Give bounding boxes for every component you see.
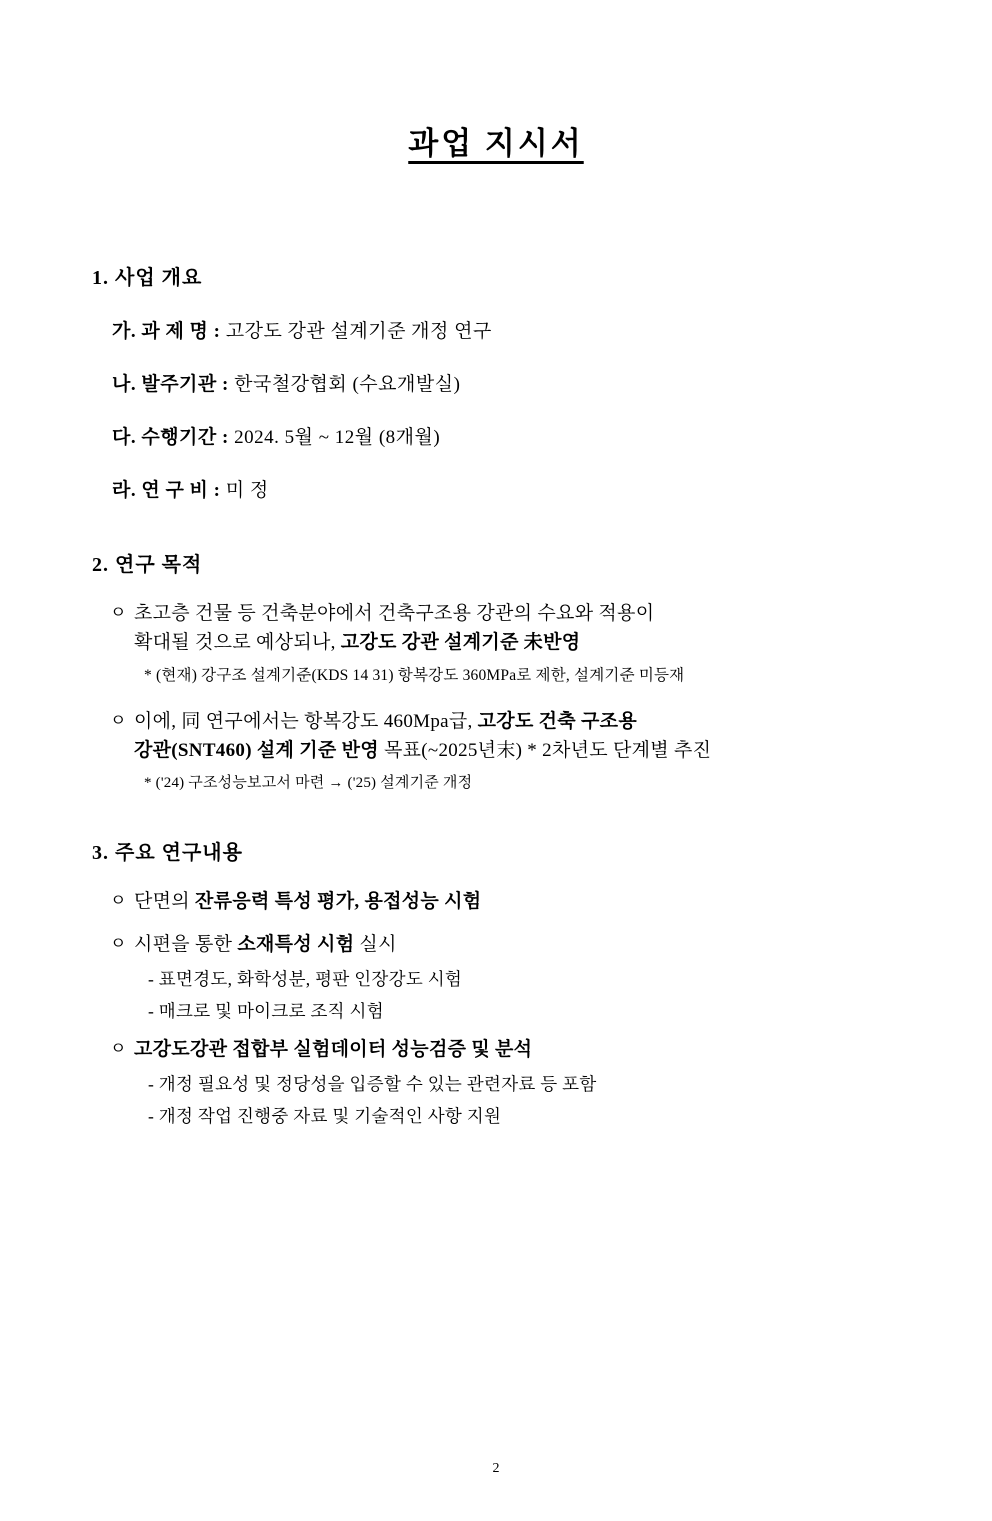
bullet-emphasis-1: 고강도 건축 구조용 — [477, 711, 637, 732]
sub-item-label: 라. 연 구 비 : — [112, 480, 221, 501]
sub-list-item: - 개정 필요성 및 정당성을 입증할 수 있는 관련자료 등 포함 — [148, 1074, 597, 1094]
list-item — [86, 316, 906, 343]
bullet-normal: 시편을 통한 — [134, 934, 238, 955]
bullet-icon: ㅇ — [110, 711, 127, 731]
page-number: 2 — [492, 1461, 500, 1476]
footnote: * ('24) 구조성능보고서 마련 → ('25) 설계기준 개정 — [144, 775, 473, 791]
sub-item-label: 다. 수행기간 : — [112, 427, 229, 448]
list-item — [86, 1035, 906, 1064]
bullet-emphasis: 고강도 강관 설계기준 未반영 — [340, 632, 581, 653]
bullet-text — [134, 887, 481, 916]
section-research-purpose — [86, 548, 906, 792]
list-item — [86, 930, 906, 959]
bullet-icon: ㅇ — [110, 891, 127, 911]
footnote: * (현재) 강구조 설계기준(KDS 14 31) 항복강도 360MPa로 제한, 설계기준 미등재 — [144, 667, 685, 684]
list-item — [86, 887, 906, 916]
bullet-emphasis: 잔류응력 특성 평가, 용접성능 시험 — [195, 891, 482, 912]
page-title: 과업 지시서 — [408, 126, 584, 161]
sub-item-label: 가. 과 제 명 : — [112, 321, 221, 342]
list-item — [86, 422, 906, 449]
list-item — [86, 475, 906, 502]
bullet-line-1: 초고층 건물 등 건축분야에서 건축구조용 강관의 수요와 적용이 — [134, 603, 655, 624]
bullet-normal-tail: 실시 — [354, 934, 397, 955]
bullet-line-1: 이에, 同 연구에서는 항복강도 460Mpa급, — [134, 711, 478, 732]
section-business-overview — [86, 261, 906, 502]
bullet-normal: 단면의 — [134, 891, 196, 912]
list-item — [86, 599, 906, 657]
sub-item-value: 2024. 5월 ~ 12월 (8개월) — [234, 427, 441, 448]
bullet-icon: ㅇ — [110, 934, 127, 954]
section-research-contents — [86, 836, 906, 1128]
bullet-emphasis-2: 강관(SNT460) 설계 기준 반영 — [134, 740, 379, 761]
sub-list-item: - 매크로 및 마이크로 조직 시험 — [148, 1001, 384, 1021]
bullet-icon: ㅇ — [110, 603, 127, 623]
section-heading: 3. 주요 연구내용 — [92, 842, 243, 864]
sub-item-label: 나. 발주기관 : — [112, 374, 229, 395]
bullet-text — [134, 599, 654, 657]
section-heading: 2. 연구 목적 — [92, 554, 203, 576]
bullet-text — [134, 930, 397, 959]
bullet-icon: ㅇ — [110, 1039, 127, 1059]
bullet-text — [134, 707, 711, 765]
section-heading: 1. 사업 개요 — [92, 267, 203, 289]
sub-item-value: 한국철강협회 (수요개발실) — [234, 374, 461, 395]
bullet-line-2-tail: 목표(~2025년末) * 2차년도 단계별 추진 — [378, 740, 712, 761]
bullet-text: 고강도강관 접합부 실험데이터 성능검증 및 분석 — [134, 1039, 533, 1060]
bullet-line-2: 확대될 것으로 예상되나, — [134, 632, 341, 653]
list-item — [86, 707, 906, 765]
sub-list-item: - 표면경도, 화학성분, 평판 인장강도 시험 — [148, 969, 463, 989]
list-item — [86, 369, 906, 396]
sub-item-value: 미 정 — [225, 480, 269, 501]
sub-item-value: 고강도 강관 설계기준 개정 연구 — [225, 321, 492, 342]
sub-list-item: - 개정 작업 진행중 자료 및 기술적인 사항 지원 — [148, 1106, 502, 1126]
bullet-emphasis: 소재특성 시험 — [237, 934, 355, 955]
document-page — [0, 118, 992, 1521]
